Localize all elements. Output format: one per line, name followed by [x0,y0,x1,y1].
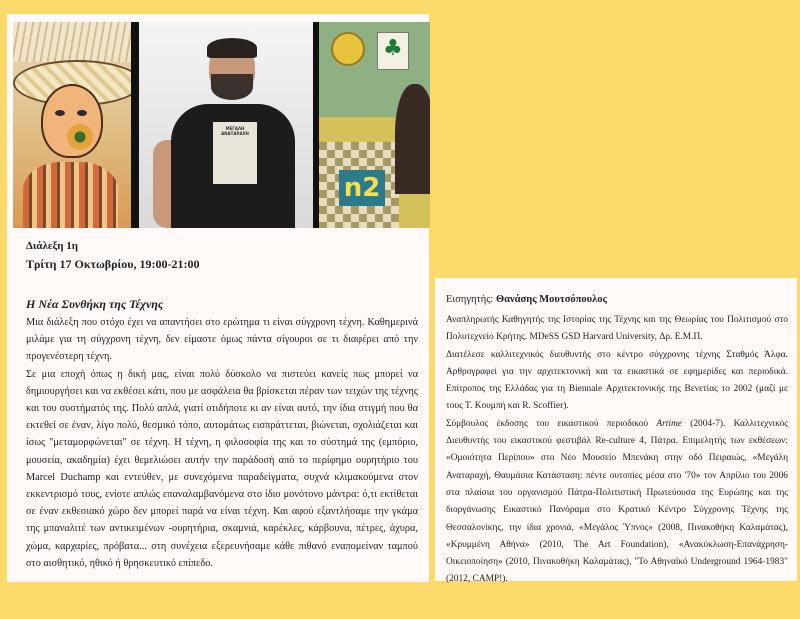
painting-silhouette [319,22,430,228]
tshirt-print [213,122,257,184]
speaker-prefix: Εισηγητής: [446,294,496,305]
speaker-bio-paragraph: Σύμβουλος έκδοσης του εικαστικού περιοδικού Artime (2004-7). Καλλιτεχνικός Διευθυντής του εικαστικού φεστιβάλ Re-culture 4, Πάτρα. Επιμελητής των εκθέσεων: «Ομοιότητα Περίπου» στο Νέο Μουσείο Μπενάκη στην οδό Πειραιώς, «Μεγάλη Αναταραχή, Θαυμάσια Κατάσταση: πέντε ουτοπίες μέσα στο '70» τον Απρίλιο του 2006 στα πλαίσια του οργανισμού Πάτρα-Πολιτιστική Πρωτεύουσα της Ευρώπης και της διοργάνωσης Εικαστικό Πανόραμα στο Κρατικό Κέντρο Σύγχρονης Τέχνης της Θεσσαλονίκης, την ίδια χρονιά, «Μεγάλος Ύπνος» (2008, Πινακοθήκη Καλαμάτας), «Κρυμμένη Αθήνα» (2010, The Art Foundation), «Ανακύκλωση-Επανάχρηση-Οικειοποίηση» (2010, Πινακοθήκη Καλαμάτας), "Το Αθηναϊκό Underground 1964-1983" (2012, CAMP!). [446,418,789,585]
lecture-description [26,314,418,572]
club-icon: ♣ [383,36,403,61]
speaker-bio-paragraph: Διατέλεσε καλλιτεχνικός διευθυντής στο κέντρο σύγχρονης τέχνης Σταθμός Άλφα. Αρθρογραφεί για την αρχιτεκτονική και τα εικαστικά σε εφημερίδες και περιοδικά. Επίτροπος της Ελλάδας για τη Biennale Αρχιτεκτονικής της Βενετίας το 2002 (μαζί με τους Τ. Κουμπή και R. Scoffier). [446,349,788,412]
painting-woman-with-hat [13,22,133,228]
lecture-paragraph: Σε μια εποχή όπως η δική μας, είναι πολύ δύσκολο να πιστεύει κανείς πως μπορεί να δημιουργήσει και να εκθέσει κάτι, που με ασφάλεια θα βρίσκεται πέραν των τειχών της τέχνης και του συστήματός της. Πολύ απλά, γιατί οτιδήποτε κι αν είναι αυτό, την ίδια στιγμή που θα εκτεθεί σε έναν, λίγο πολύ, θεσμικό τόπο, αυτομάτως εισπράττεται, βιώνεται, σχολιάζεται και ίσως "μεταμορφώνεται" σε τέχνη. Η τέχνη, η φιλοσοφία της και το σύστημά της (εμπόριο, μουσεία, ακαδημία) έχει θεμελιώσει αυτήν την παράδοσή από το περίφημο ουρητήριο του Marcel Duchamp και εντεύθεν, με συνεχόμενα παραδείγματα, συχνά κλιμακούμενα στον εκκεντρισμό τους, ενίοτε απλώς επαναλαμβανόμενα στο ίδιο μονότονο μάντρα: ό,τι εκτίθεται σε έναν εκθεσιακό χώρο δεν μπορεί παρά να είναι τέχνη. Και αφού εξαντλήσαμε την γκάμα της μπαναλιτέ των αντικειμένων -ουρητήρια, σκαμνιά, καρέκλες, κάρβουνα, πέτρες, άχυρα, χώμα, καρχαρίες, πρόβατα... στη συνέχεια εξερευνήσαμε κάθε πιθανό εναπομείναν ταμπού στο αισθητικό, ηθικό ή θρησκευτικό επίπεδο. [26,368,418,569]
lecture-card [7,14,429,582]
speaker-heading [446,294,788,305]
speaker-name: Θανάσης Μουτσόπουλος [495,294,607,305]
n2-label: n2 [339,170,385,206]
lecture-paragraph: Μια διάλεξη που στόχο έχει να απαντήσει στο ερώτημα τι είναι σύγχρονη τέχνη. Καθημερινά μιλάμε για τη σύγχρονη τέχνη, δεν είμαστε όμως πάντα σίγουροι σε τι διαφέρει από την προγενέστερη τέχνη. [26,317,418,363]
speaker-card [435,278,797,585]
lecture-title: Η Νέα Συνθήκη της Τέχνης [26,297,164,311]
lecture-number: Διάλεξη 1η [26,240,78,252]
speaker-bio [446,312,788,589]
lecture-date: Τρίτη 17 Οκτωβρίου, 19:00-21:00 [26,257,200,271]
speaker-bio-paragraph: Αναπληρωτής Καθηγητής της Ιστορίας της Τέχνης και της Θεωρίας του Πολιτισμού στο Πολυτεχνείο Κρήτης. MDeSS GSD Harvard University, Δρ. Ε.Μ.Π. [446,315,788,343]
header-collage-image [13,22,430,228]
speaker-photo [131,22,319,228]
tshirt-print-text: MEΓΑΛΗ ΑΝΑΤΑΡΑΧΗ [221,126,249,136]
